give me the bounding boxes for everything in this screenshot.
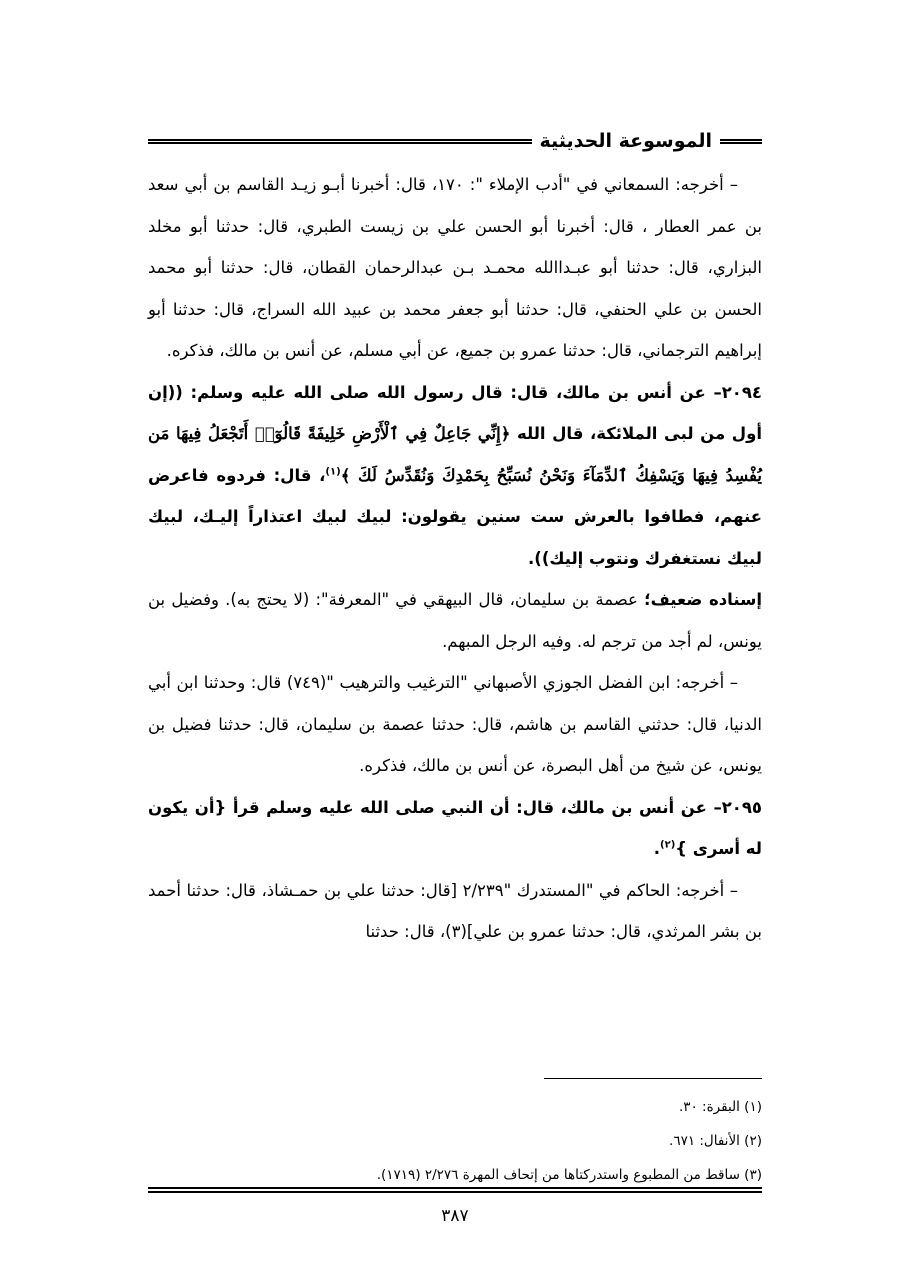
footer-rule — [148, 1187, 762, 1193]
paragraph-takhrij-1: – أخرجه: السمعاني في "أدب الإملاء ": ١٧٠، قال: أخبرنا أبـو زيـد القاسم بن أبي سعد بن عمر العطار ، قال: أخبرنا أبو الحسن علي بن زيست الطبري، قال: حدثنا أبو مخلد البزاري، قال: حدثنا أبو عبـداالله محمـد بـن عبدالرحمان القطان، قال: حدثنا أبو محمد الحسن بن علي الحنفي، قال: حدثنا أبو جعفر محمد بن عبيد الله السراج، قال: حدثنا أبو إبراهيم الترجماني، قال: حدثنا عمرو بن جميع، عن أبي مسلم، عن أنس بن مالك، فذكره. — [148, 175, 762, 360]
isnad-text: عصمة بن سليمان، قال البيهقي في "المعرفة": (لا يحتج به). وفضيل بن يونس، لم أجد من ترجم له. وفيه الرجل المبهم. — [148, 590, 762, 651]
isnad-label: إسناده ضعيف؛ — [644, 590, 762, 609]
book-page — [148, 0, 762, 1274]
paragraph-isnad — [148, 579, 762, 662]
footnote-2: (٢) الأنفال: ٦٧١. — [669, 1133, 762, 1149]
header-rule-left — [148, 139, 532, 144]
footnote-1: (١) البقرة: ٣٠. — [678, 1099, 762, 1115]
page-number: ٣٨٧ — [441, 1206, 469, 1226]
main-text — [148, 164, 762, 953]
paragraph-takhrij-3: – أخرجه: الحاكم في "المستدرك "٢/٢٣٩ [قال: حدثنا علي بن حمـشاذ، قال: حدثنا أحمد بن بشر المرثدي، قال: حدثنا عمرو بن علي](٣)، قال: حدثنا — [148, 880, 762, 941]
footnote-ref-1[interactable]: (١) — [325, 466, 341, 477]
quran-quote: ﴿إِنِّي جَاعِلٌ فِي ٱلْأَرْضِ خَلِيفَةً قَالُوٓا۟ أَتَجْعَلُ فِيهَا مَن يُفْسِدُ فِيهَا وَيَسْفِكُ ٱلدِّمَآءَ وَنَحْنُ نُسَبِّحُ بِحَمْدِكَ وَنُقَدِّسُ لَكَ ﴾ — [148, 424, 762, 485]
footnote-3: (٣) ساقط من المطبوع واستدركتاها من إتحاف المهرة ٢/٢٧٦ (١٧١٩). — [376, 1167, 762, 1183]
header-rule-right — [720, 139, 762, 144]
hadith-2095 — [148, 787, 762, 870]
hadith-2094 — [148, 372, 762, 580]
running-header — [148, 126, 762, 156]
header-title: الموسوعة الحديثية — [539, 130, 712, 152]
hadith-2095-tail: . — [653, 839, 661, 858]
hadith-2094-tail: ، قال: فردوه فاعرض عنهم، فطافوا بالعرش ست سنين يقولون: لبيك لبيك اعتذاراً إليـك، لبيك لبيك نستغفرك ونتوب إليك)). — [148, 465, 762, 568]
paragraph-takhrij-2: – أخرجه: ابن الفضل الجوزي الأصبهاني "الترغيب والترهيب "(٧٤٩) قال: وحدثنا ابن أبي الدنيا، قال: حدثني القاسم بن هاشم، قال: حدثنا عصمة بن سليمان، قال: حدثنا فضيل بن يونس، عن شيخ من أهل البصرة، عن أنس بن مالك، فذكره. — [148, 673, 762, 775]
footnotes — [148, 1090, 762, 1192]
footnote-separator — [544, 1078, 762, 1079]
hadith-2095-head: ٢٠٩٥– عن أنس بن مالك، قال: أن النبي صلى الله عليه وسلم قرأ {أن يكون له أسرى } — [148, 797, 762, 858]
hadith-2094-head: ٢٠٩٤– عن أنس بن مالك، قال: قال رسول الله صلى الله عليه وسلم: ((إن أول من لبى الملائكة، قال الله — [148, 382, 762, 443]
footnote-ref-2[interactable]: (٢) — [660, 839, 676, 851]
